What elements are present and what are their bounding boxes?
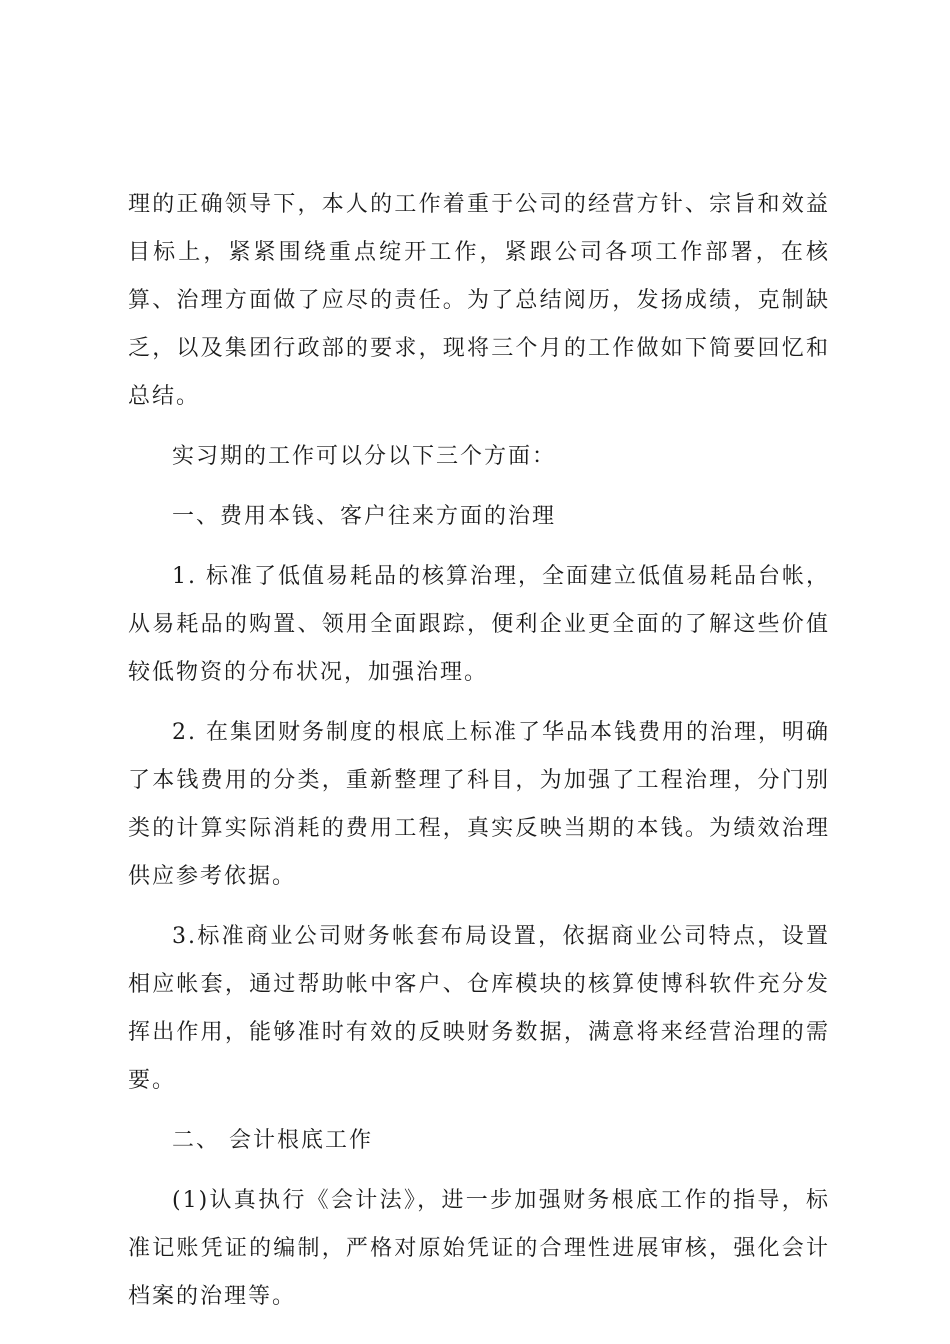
paragraph-overview: 实习期的工作可以分以下三个方面：: [172, 444, 557, 469]
paragraph-item-3: 3.标准商业公司财务帐套布局设置，依据商业公司特点，设置相应帐套，通过帮助帐中客户、仓库模块的核算使博科软件充分发挥出作用，能够准时有效的反映财务数据，满意将来经营治理的需要。: [128, 924, 830, 1093]
section-heading-cost: 一、费用本钱、客户往来方面的治理: [172, 504, 557, 529]
document-body: [128, 181, 830, 1321]
paragraph-intro: 理的正确领导下，本人的工作着重于公司的经营方针、宗旨和效益目标上，紧紧围绕重点绽开工作，紧跟公司各项工作部署，在核算、治理方面做了应尽的责任。为了总结阅历，发扬成绩，克制缺乏，以及集团行政部的要求，现将三个月的工作做如下简要回忆和总结。: [128, 192, 830, 409]
paragraph-item-1: 1. 标准了低值易耗品的核算治理，全面建立低值易耗品台帐，从易耗品的购置、领用全面跟踪，便利企业更全面的了解这些价值较低物资的分布状况，加强治理。: [128, 564, 830, 685]
paragraph-accounting-1: (1)认真执行《会计法》，进一步加强财务根底工作的指导，标准记账凭证的编制，严格对原始凭证的合理性进展审核，强化会计档案的治理等。: [128, 1188, 830, 1309]
section-heading-accounting: 二、 会计根底工作: [172, 1128, 373, 1153]
paragraph-item-2: 2. 在集团财务制度的根底上标准了华品本钱费用的治理，明确了本钱费用的分类，重新整理了科目，为加强了工程治理，分门别类的计算实际消耗的费用工程，真实反映当期的本钱。为绩效治理供应参考依据。: [128, 720, 830, 889]
